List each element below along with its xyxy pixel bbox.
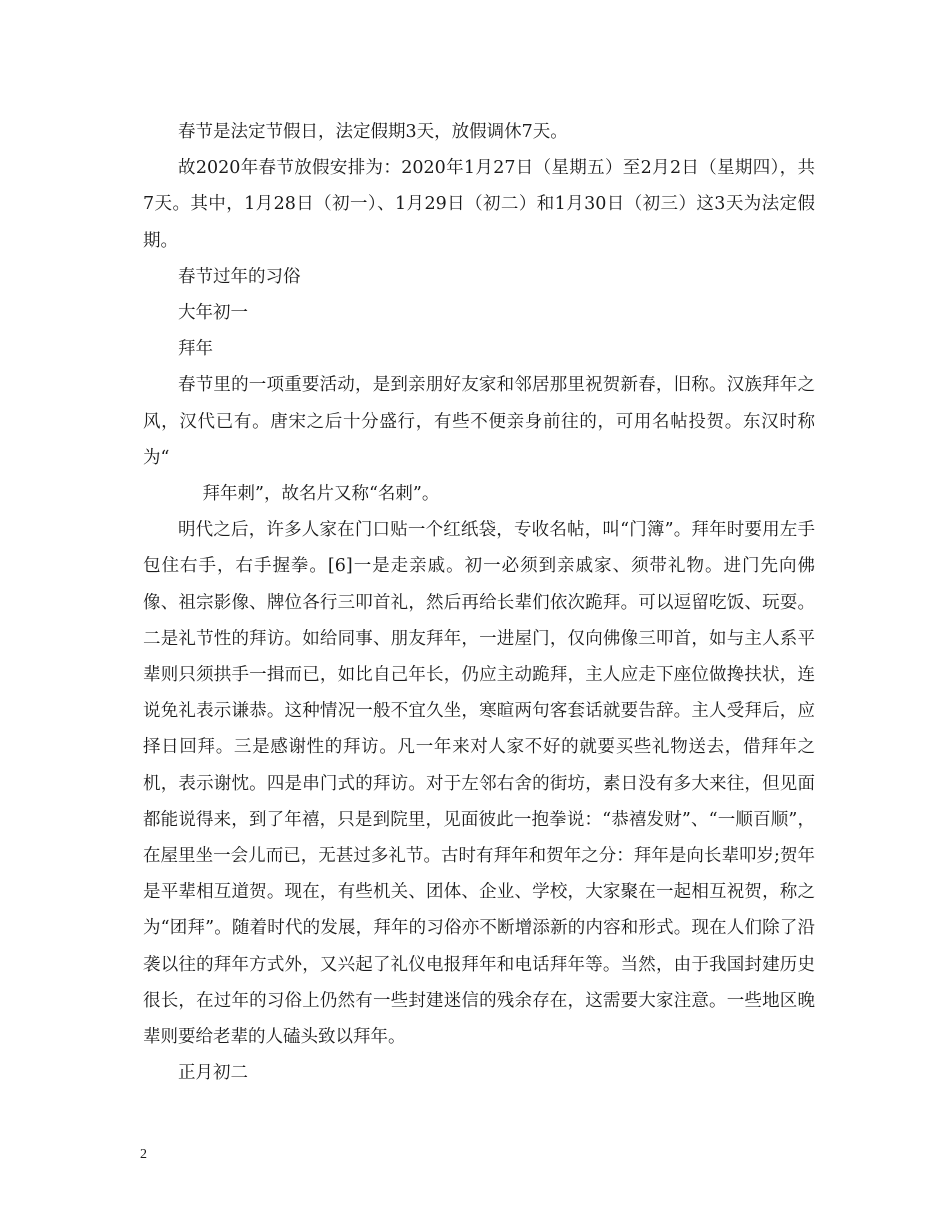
paragraph-holiday-schedule: 故2020年春节放假安排为：2020年1月27日（星期五）至2月2日（星期四），共7天。其中，1月28日（初一）、1月29日（初二）和1月30日（初三）这3天为法定假期。 bbox=[143, 158, 815, 251]
subheading-first-day: 大年初一 bbox=[178, 303, 248, 324]
paragraph-bainian-ci: 拜年刺”，故名片又称“名刺”。 bbox=[202, 484, 440, 505]
page-number: 2 bbox=[140, 1147, 147, 1162]
subheading-bainian: 拜年 bbox=[178, 339, 213, 360]
paragraph-holiday-overview: 春节是法定节假日，法定假期3天，放假调休7天。 bbox=[178, 122, 568, 142]
subheading-second-day: 正月初二 bbox=[178, 1063, 248, 1084]
section-heading-customs: 春节过年的习俗 bbox=[178, 266, 301, 287]
paragraph-bainian-intro: 春节里的一项重要活动，是到亲朋好友家和邻居那里祝贺新春，旧称。汉族拜年之风，汉代已有。唐宋之后十分盛行，有些不便亲身前往的，可用名帖投贺。东汉时称为“ bbox=[143, 375, 815, 468]
document-body bbox=[143, 114, 815, 1091]
paragraph-ming-dynasty-customs: 明代之后，许多人家在门口贴一个红纸袋，专收名帖，叫“门簿”。拜年时要用左手包住右手，右手握拳。[6]一是走亲戚。初一必须到亲戚家、须带礼物。进门先向佛像、祖宗影像、牌位各行三叩首礼，然后再给长辈们依次跪拜。可以逗留吃饭、玩耍。二是礼节性的拜访。如给同事、朋友拜年，一进屋门，仅向佛像三叩首，如与主人系平辈则只须拱手一揖而已，如比自己年长，仍应主动跪拜，主人应走下座位做搀扶状，连说免礼表示谦恭。这种情况一般不宜久坐，寒暄两句客套话就要告辞。主人受拜后，应择日回拜。三是感谢性的拜访。凡一年来对人家不好的就要买些礼物送去，借拜年之机，表示谢忱。四是串门式的拜访。对于左邻右舍的街坊，素日没有多大来往，但见面都能说得来，到了年禧，只是到院里，见面彼此一抱拳说：“恭禧发财”、“一顺百顺”，在屋里坐一会儿而已，无甚过多礼节。古时有拜年和贺年之分：拜年是向长辈叩岁;贺年是平辈相互道贺。现在，有些机关、团体、企业、学校，大家聚在一起相互祝贺，称之为“团拜”。随着时代的发展，拜年的习俗亦不断增添新的内容和形式。现在人们除了沿袭以往的拜年方式外，又兴起了礼仪电报拜年和电话拜年等。当然，由于我国封建历史很长，在过年的习俗上仍然有一些封建迷信的残余存在，这需要大家注意。一些地区晚辈则要给老辈的人磕头致以拜年。 bbox=[143, 520, 815, 1048]
